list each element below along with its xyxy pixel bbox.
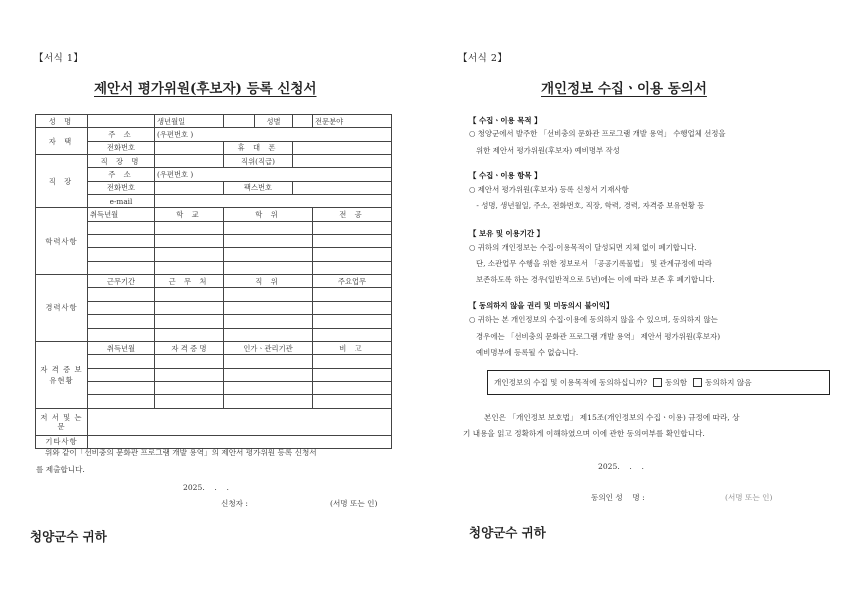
cert-cell[interactable] [155,368,224,381]
career-cell[interactable] [88,328,155,341]
section-line: ○ 청양군에서 발주한 「선비충의 문화관 프로그램 개발 용역」 수행업체 선정을 [469,129,726,138]
cert-cell[interactable] [88,355,155,368]
career-cell[interactable] [313,315,392,328]
work-name-value[interactable] [155,155,224,168]
field-label: 전문분야 [313,115,392,128]
cert-cell[interactable] [313,355,392,368]
gender-label: 성별 [255,115,293,128]
name-value[interactable] [88,115,155,128]
work-position-value[interactable] [293,155,392,168]
form2-label: 【서식 2】 [458,53,508,64]
home-address-value[interactable]: (우편번호 ) [155,128,392,141]
agree-label: 동의함 [665,378,688,387]
other-label: 기타사항 [36,435,88,448]
career-cell[interactable] [155,315,224,328]
email-label: e-mail [88,195,155,208]
edu-cell[interactable] [313,221,392,234]
career-header-period: 근무기간 [88,275,155,288]
gender-value[interactable] [293,115,313,128]
statement-line2: 를 제출합니다. [36,465,85,474]
cert-cell[interactable] [155,355,224,368]
confirm-line1: 본인은 「개인정보 보호법」 제15조(개인정보의 수집ㆍ이용) 규정에 따라, 상 [484,413,740,422]
career-cell[interactable] [155,328,224,341]
edu-cell[interactable] [313,248,392,261]
application-table [35,114,392,449]
cert-cell[interactable] [155,395,224,408]
edu-cell[interactable] [313,261,392,274]
edu-cell[interactable] [88,235,155,248]
form1-sign: (서명 또는 인) [330,499,378,508]
edu-cell[interactable] [155,261,224,274]
edu-cell[interactable] [155,235,224,248]
form1-addressee: 청양군수 귀하 [30,529,107,544]
edu-cell[interactable] [224,235,313,248]
home-phone-label: 전화번호 [88,141,155,154]
cert-cell[interactable] [224,368,313,381]
work-label: 직 장 [36,155,88,208]
cert-cell[interactable] [88,368,155,381]
papers-label: 저 서 및 논 문 [36,408,88,435]
section-line: 단, 소관업무 수행을 위한 정보로서 「공공기록물법」 및 관계규정에 따라 [469,259,712,268]
section-heading-rights: 【 동의하지 않을 권리 및 미동의시 불이익】 [469,301,614,310]
birth-value[interactable] [224,115,255,128]
form2-addressee: 청양군수 귀하 [469,525,546,540]
edu-header-major: 전 공 [313,208,392,221]
cert-cell[interactable] [224,395,313,408]
edu-header-degree: 학 위 [224,208,313,221]
cert-header-name: 자 격 증 명 [155,341,224,354]
career-cell[interactable] [155,301,224,314]
edu-cell[interactable] [155,248,224,261]
cert-cell[interactable] [224,355,313,368]
cert-cell[interactable] [224,381,313,394]
home-phone-value[interactable] [155,141,224,154]
fax-label: 팩스번호 [224,181,293,194]
edu-header-school: 학 교 [155,208,224,221]
career-cell[interactable] [313,288,392,301]
cert-cell[interactable] [313,381,392,394]
work-name-label: 직 장 명 [88,155,155,168]
section-line: 예비명부에 등록될 수 없습니다. [469,348,579,357]
papers-value[interactable] [88,408,392,435]
career-cell[interactable] [224,301,313,314]
cert-cell[interactable] [313,395,392,408]
section-line: - 성명, 생년월일, 주소, 전화번호, 직장, 학력, 경력, 자격증 보유현황 등 [474,201,705,210]
cert-label: 자 격 증 보유현황 [36,341,88,408]
career-cell[interactable] [313,328,392,341]
work-address-label: 주 소 [88,168,155,181]
section-heading-items: 【 수집ㆍ이용 항목 】 [469,171,542,180]
birth-label: 생년월일 [155,115,224,128]
career-cell[interactable] [155,288,224,301]
section-line: 위한 제안서 평가위원(후보자) 예비명부 작성 [469,146,620,155]
edu-cell[interactable] [88,261,155,274]
work-position-label: 직위(직급) [224,155,293,168]
cert-cell[interactable] [155,381,224,394]
form2-date: 2025. . . [598,462,644,471]
section-line: ○ 귀하는 본 개인정보의 수집·이용에 동의하지 않을 수 있으며, 동의하지 않는 [469,315,718,324]
section-heading-purpose: 【 수집ㆍ이용 목적 】 [469,116,542,125]
mobile-label: 휴 대 폰 [224,141,293,154]
edu-cell[interactable] [224,261,313,274]
edu-cell[interactable] [224,248,313,261]
form1-title: 제안서 평가위원(후보자) 등록 신청서 [94,81,317,97]
cert-header-date: 취득년월 [88,341,155,354]
career-cell[interactable] [88,315,155,328]
work-phone-label: 전화번호 [88,181,155,194]
mobile-value[interactable] [293,141,392,154]
cert-header-note: 비 고 [313,341,392,354]
edu-cell[interactable] [155,221,224,234]
statement-line1: 위와 같이「선비충의 문화관 프로그램 개발 용역」의 제안서 평가위원 등록 신청서 [45,448,317,457]
cert-cell[interactable] [88,395,155,408]
disagree-checkbox[interactable] [693,378,702,387]
section-line: ○ 제안서 평가위원(후보자) 등록 신청서 기재사항 [469,185,629,194]
career-cell[interactable] [224,328,313,341]
career-cell[interactable] [313,301,392,314]
education-label: 학력사항 [36,208,88,275]
confirm-line2: 기 내용을 읽고 정확하게 이해하였으며 이에 관한 동의여부를 확인합니다. [463,429,705,438]
agree-checkbox[interactable] [653,378,662,387]
disagree-label: 동의하지 않음 [705,378,752,387]
edu-cell[interactable] [224,221,313,234]
edu-header-date: 취득년월 [88,208,155,221]
fax-value[interactable] [293,181,392,194]
edu-cell[interactable] [88,248,155,261]
home-address-label: 주 소 [88,128,155,141]
section-line: ○ 귀하의 개인정보는 수집·이용목적이 달성되면 지체 없이 폐기합니다. [469,243,697,252]
career-cell[interactable] [88,288,155,301]
email-value[interactable] [155,195,392,208]
home-label: 자 택 [36,128,88,155]
section-line: 보존하도록 하는 경우(일반적으로 5년)에는 이에 따라 보존 후 폐기합니다. [469,275,715,284]
career-header-duty: 주요업무 [313,275,392,288]
career-cell[interactable] [88,301,155,314]
work-address-value[interactable]: (우편번호 ) [155,168,392,181]
name-label: 성 명 [36,115,88,128]
consent-question-box [487,370,830,395]
cert-cell[interactable] [313,368,392,381]
form1-date: 2025. . . [183,483,229,492]
consenter-label: 동의인 성 명 : [591,493,645,502]
form2-title: 개인정보 수집ㆍ이용 동의서 [541,81,707,97]
cert-header-agency: 인가ㆍ관리기관 [224,341,313,354]
consent-question: 개인정보의 수집 및 이용목적에 동의하십니까? [494,378,648,387]
work-phone-value[interactable] [155,181,224,194]
applicant-label: 신청자 : [221,499,248,508]
career-header-workplace: 근 무 처 [155,275,224,288]
cert-cell[interactable] [88,381,155,394]
edu-cell[interactable] [88,221,155,234]
section-line: 경우에는 「선비충의 문화관 프로그램 개발 용역」 제안서 평가위원(후보자) [469,332,721,341]
career-label: 경력사항 [36,275,88,342]
career-cell[interactable] [224,315,313,328]
career-header-position: 직 위 [224,275,313,288]
form1-label: 【서식 1】 [34,53,84,64]
section-heading-retention: 【 보유 및 이용기간 】 [469,229,545,238]
edu-cell[interactable] [313,235,392,248]
form2-sign: (서명 또는 인) [725,493,773,502]
career-cell[interactable] [224,288,313,301]
